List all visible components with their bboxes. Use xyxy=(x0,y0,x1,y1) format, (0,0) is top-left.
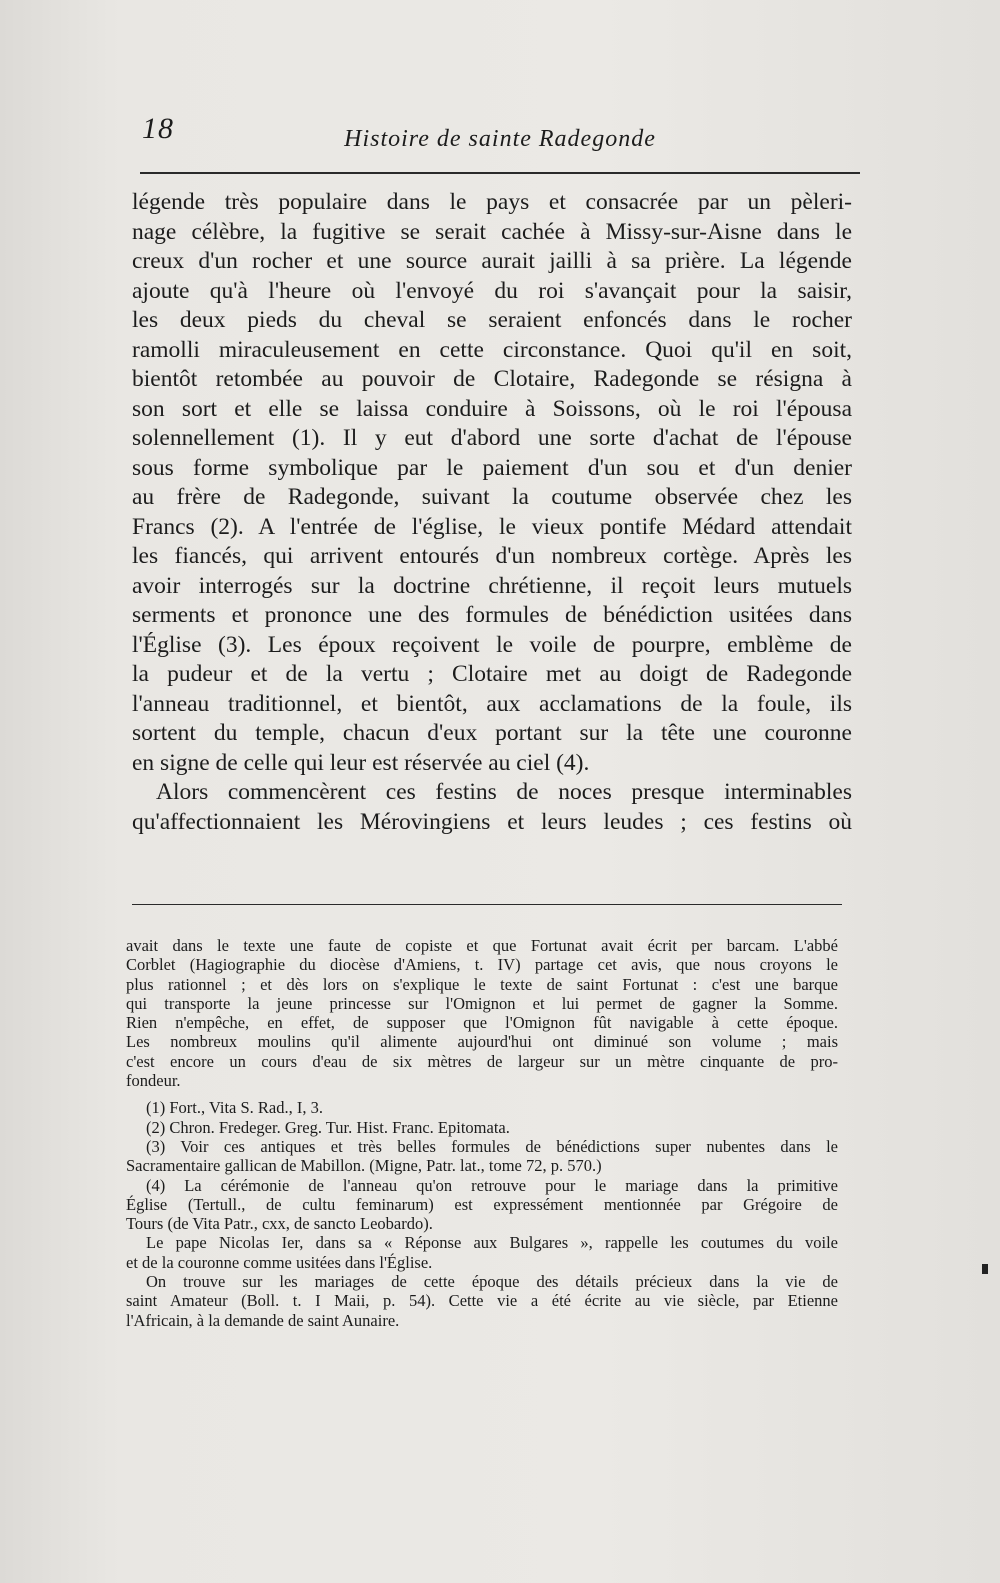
body-line: Francs (2). A l'entrée de l'église, le vieux pontife Médard attendait xyxy=(132,513,852,540)
body-line: Alors commencèrent ces festins de noces presque interminables xyxy=(156,779,852,805)
body-line: ajoute qu'à l'heure où l'envoyé du roi s'avançait pour la saisir, xyxy=(132,277,852,304)
body-line: nage célèbre, la fugitive se serait cachée à Missy-sur-Aisne dans le xyxy=(132,218,852,245)
footnote-line: Sacramentaire gallican de Mabillon. (Migne, Patr. lat., tome 72, p. 570.) xyxy=(126,1156,602,1176)
body-line: solennellement (1). Il y eut d'abord une sorte d'achat de l'épouse xyxy=(132,425,852,451)
body-line: au frère de Radegonde, suivant la coutume observée chez les xyxy=(132,484,852,510)
footnote-line: On trouve sur les mariages de cette époque des détails précieux dans la vie de xyxy=(146,1272,838,1292)
footnote-line: Église (Tertull., de cultu feminarum) est expressément mentionnée par Grégoire de xyxy=(126,1194,838,1214)
body-line: légende très populaire dans le pays et consacrée par un pèleri- xyxy=(132,189,852,215)
footnote-line: (3) Voir ces antiques et très belles formules de bénédictions super nubentes dans le xyxy=(146,1136,838,1156)
body-line: les fiancés, qui arrivent entourés d'un nombreux cortège. Après les xyxy=(132,543,852,569)
footnote-line: plus rationnel ; et dès lors on s'explique le texte de saint Fortunat : c'est une barque xyxy=(126,974,838,994)
scan-edge-mark xyxy=(982,1264,988,1274)
body-line: avoir interrogés sur la doctrine chrétienne, il reçoit leurs mutuels xyxy=(132,572,852,599)
footnote-line: qui transporte la jeune princesse sur l'Omignon et lui permet de gagner la Somme. xyxy=(126,993,838,1013)
footnote-line: Les nombreux moulins qu'il alimente aujourd'hui ont diminué son volume ; mais xyxy=(126,1032,838,1052)
footnote-line: Le pape Nicolas Ier, dans sa « Réponse aux Bulgares », rappelle les coutumes du voile xyxy=(146,1233,838,1253)
footnote-line: Rien n'empêche, en effet, de supposer que l'Omignon fût navigable à cette époque. xyxy=(126,1013,838,1033)
footnote-line: et de la couronne comme usitées dans l'Église. xyxy=(126,1252,433,1272)
footnote-line: fondeur. xyxy=(126,1071,181,1091)
footnote-line: saint Amateur (Boll. t. I Maii, p. 54). Cette vie a été écrite au vie siècle, par Etienne xyxy=(126,1291,838,1311)
body-line: la pudeur et de la vertu ; Clotaire met au doigt de Radegonde xyxy=(132,661,852,687)
footnotes xyxy=(126,936,838,1330)
running-title: Histoire de sainte Radegonde xyxy=(344,126,656,152)
body-line: en signe de celle qui leur est réservée au ciel (4). xyxy=(132,749,590,776)
footnote-line: c'est encore un cours d'eau de six mètres de largeur sur un mètre cinquante de pro- xyxy=(126,1051,838,1071)
body-line: sous forme symbolique par le paiement d'un sou et d'un denier xyxy=(132,454,852,481)
body-line: qu'affectionnaient les Mérovingiens et leurs leudes ; ces festins où xyxy=(132,808,852,835)
body-line: ramolli miraculeusement en cette circonstance. Quoi qu'il en soit, xyxy=(132,336,852,363)
body-line: sortent du temple, chacun d'eux portant sur la tête une couronne xyxy=(132,720,852,746)
footnote-line: Tours (de Vita Patr., cxx, de sancto Leobardo). xyxy=(126,1214,433,1234)
body-line: son sort et elle se laissa conduire à Soissons, où le roi l'épousa xyxy=(132,395,852,422)
body-line: creux d'un rocher et une source aurait jailli à sa prière. La légende xyxy=(132,248,852,274)
footnote-line: l'Africain, à la demande de saint Aunaire. xyxy=(126,1310,400,1330)
body-line: bientôt retombée au pouvoir de Clotaire, Radegonde se résigna à xyxy=(132,366,852,392)
body-line: serments et prononce une des formules de bénédiction usitées dans xyxy=(132,602,852,628)
page-number: 18 xyxy=(142,112,174,145)
body-text xyxy=(132,188,852,837)
footnote-line: avait dans le texte une faute de copiste et que Fortunat avait écrit per barcam. L'abbé xyxy=(126,936,838,955)
body-line: les deux pieds du cheval se seraient enfoncés dans le rocher xyxy=(132,307,852,333)
footnote-rule xyxy=(132,904,842,905)
header-rule xyxy=(140,172,860,174)
body-line: l'anneau traditionnel, et bientôt, aux acclamations de la foule, ils xyxy=(132,690,852,717)
footnote-line: (2) Chron. Fredeger. Greg. Tur. Hist. Franc. Epitomata. xyxy=(146,1117,510,1137)
footnote-line: (1) Fort., Vita S. Rad., I, 3. xyxy=(146,1098,323,1118)
footnote-line: (4) La cérémonie de l'anneau qu'on retrouve pour le mariage dans la primitive xyxy=(146,1175,838,1195)
body-line: l'Église (3). Les époux reçoivent le voile de pourpre, emblème de xyxy=(132,631,852,658)
footnote-line: Corblet (Hagiographie du diocèse d'Amiens, t. IV) partage cet avis, que nous croyons le xyxy=(126,955,838,975)
